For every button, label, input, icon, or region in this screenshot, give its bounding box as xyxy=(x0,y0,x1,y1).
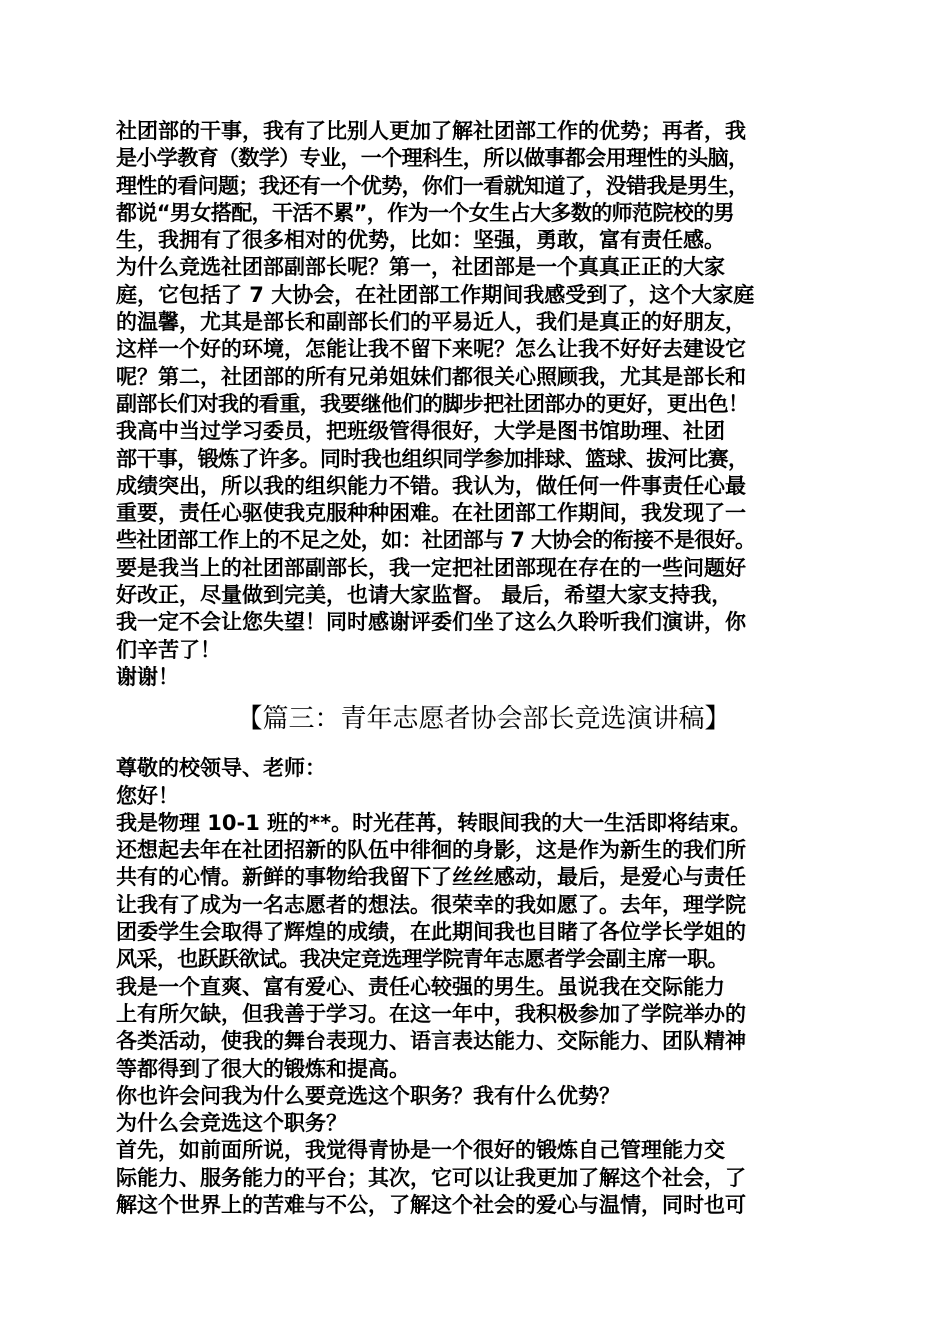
text-line: 部干事，锻炼了许多。同时我也组织同学参加排球、篮球、拔河比赛， xyxy=(116,446,749,471)
text-line: 生，我拥有了很多相对的优势，比如：坚强，勇敢，富有责任感。 xyxy=(116,228,725,253)
text-line: 这样一个好的环境，怎能让我不留下来呢？怎么让我不好好去建设它 xyxy=(116,337,746,362)
document-page xyxy=(116,118,851,1219)
text-line: 风采，也跃跃欲试。我决定竞选理学院青年志愿者学会副主席一职。 xyxy=(116,947,728,972)
text-line: 你也许会问我为什么要竞选这个职务？我有什么优势？ xyxy=(116,1083,620,1108)
text-line: 各类活动，使我的舞台表现力、语言表达能力、交际能力、团队精神 xyxy=(116,1029,746,1054)
text-line: 让我有了成为一名志愿者的想法。很荣幸的我如愿了。去年，理学院 xyxy=(116,892,746,917)
text-line: 共有的心情。新鲜的事物给我留下了丝丝感动，最后，是爱心与责任 xyxy=(116,865,746,890)
text-line: 都说“男女搭配，干活不累”，作为一个女生占大多数的师范院校的男 xyxy=(116,200,735,225)
text-line: 为什么会竞选这个职务？ xyxy=(116,1111,347,1136)
text-line: 尊敬的校领导、老师： xyxy=(116,756,326,781)
text-line: 们辛苦了！ xyxy=(116,637,221,662)
text-line: 好改正，尽量做到完美，也请大家监督。 最后，希望大家支持我， xyxy=(116,583,733,608)
text-line: 社团部的干事，我有了比别人更加了解社团部工作的优势；再者，我 xyxy=(116,119,746,143)
text-line: 上有所欠缺，但我善于学习。在这一年中，我积极参加了学院举办的 xyxy=(116,1001,746,1026)
text-line: 谢谢！ xyxy=(116,664,179,689)
section-three-title: 【篇三：青年志愿者协会部长竞选演讲稿】 xyxy=(236,704,731,735)
text-line: 呢？第二，社团部的所有兄弟姐妹们都很关心照顾我，尤其是部长和 xyxy=(116,364,746,389)
text-line: 际能力、服务能力的平台；其次，它可以让我更加了解这个社会，了 xyxy=(116,1165,746,1190)
text-line: 我是一个直爽、富有爱心、责任心较强的男生。虽说我在交际能力 xyxy=(116,974,725,999)
text-line: 的温馨，尤其是部长和副部长们的平易近人，我们是真正的好朋友， xyxy=(116,310,746,335)
text-line: 要是我当上的社团部副部长，我一定把社团部现在存在的一些问题好 xyxy=(116,555,746,580)
text-line: 解这个世界上的苦难与不公，了解这个社会的爱心与温情，同时也可 xyxy=(116,1192,746,1217)
text-line: 副部长们对我的看重，我要继他们的脚步把社团部办的更好，更出色！ xyxy=(116,391,749,416)
section-two-body xyxy=(116,118,851,691)
text-line: 我是物理 10-1 班的**。时光荏苒，转眼间我的大一生活即将结束。 xyxy=(116,810,752,835)
text-line: 成绩突出，所以我的组织能力不错。我认为，做任何一件事责任心最 xyxy=(116,473,746,498)
text-line: 庭，它包括了 7 大协会，在社团部工作期间我感受到了，这个大家庭 xyxy=(116,282,755,307)
text-line: 我高中当过学习委员，把班级管得很好，大学是图书馆助理、社团 xyxy=(116,419,725,444)
text-line: 还想起去年在社团招新的队伍中徘徊的身影，这是作为新生的我们所 xyxy=(116,838,746,863)
text-line: 首先，如前面所说，我觉得青协是一个很好的锻炼自己管理能力交 xyxy=(116,1138,725,1163)
text-line: 等都得到了很大的锻炼和提高。 xyxy=(116,1056,410,1081)
text-line: 为什么竞选社团部副部长呢？第一，社团部是一个真真正正的大家 xyxy=(116,255,725,280)
text-line: 理性的看问题；我还有一个优势，你们一看就知道了，没错我是男生， xyxy=(116,173,749,198)
text-line: 些社团部工作上的不足之处，如：社团部与 7 大协会的衔接不是很好。 xyxy=(116,528,756,553)
text-line: 重要，责任心驱使我克服种种困难。在社团部工作期间，我发现了一 xyxy=(116,501,746,526)
section-three-body xyxy=(116,755,851,1219)
text-line: 团委学生会取得了辉煌的成绩，在此期间我也目睹了各位学长学姐的 xyxy=(116,920,746,945)
text-line: 我一定不会让您失望！同时感谢评委们坐了这么久聆听我们演讲，你 xyxy=(116,610,746,635)
text-line: 是小学教育（数学）专业，一个理科生，所以做事都会用理性的头脑， xyxy=(116,146,749,171)
text-line: 您好！ xyxy=(116,783,179,808)
